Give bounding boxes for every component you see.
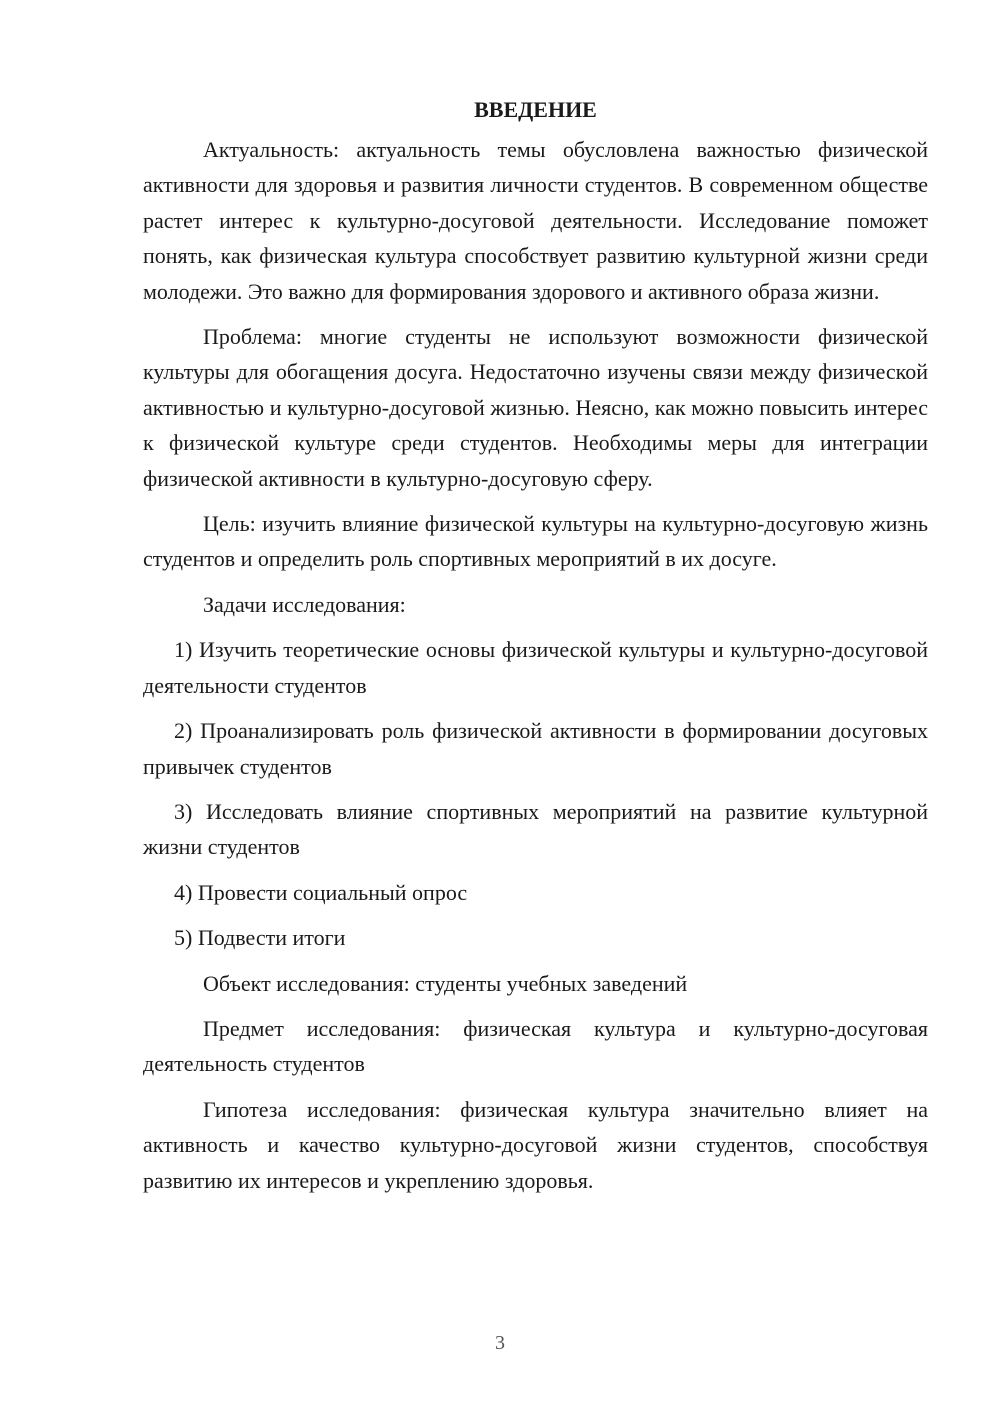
paragraph-tasks-heading: Задачи исследования: [203,591,406,617]
paragraph-object: Объект исследования: студенты учебных заведений [203,970,688,996]
paragraph-relevance: Актуальность: актуальность темы обусловлена важностью физической активности для здоровья и развития личности студентов. В современном обществе растет интерес к культурно-досуговой деятельности. Исследование поможет понять, как физическая культура способствует развитию культурной жизни среди молодежи. Это важно для формирования здорового и активного образа жизни. [143,137,928,304]
paragraph-hypothesis: Гипотеза исследования: физическая культура значительно влияет на активность и качество культурно-досуговой жизни студентов, способствуя развитию их интересов и укреплению здоровья. [143,1096,928,1193]
paragraph-problem: Проблема: многие студенты не используют возможности физической культуры для обогащения досуга. Недостаточно изучены связи между физической активностью и культурно-досуговой жизнью. Неясно, как можно повысить интерес к физической культуре среди студентов. Необходимы меры для интеграции физической активности в культурно-досуговую сферу. [143,324,928,491]
page-number: 3 [495,1332,505,1354]
task-item-4: 4) Провести социальный опрос [174,879,468,905]
task-item-2: 2) Проанализировать роль физической активности в формировании досуговых привычек студентов [143,718,928,779]
page-content [143,92,928,1208]
task-item-3: 3) Исследовать влияние спортивных мероприятий на развитие культурной жизни студентов [143,798,928,860]
paragraph-goal: Цель: изучить влияние физической культуры на культурно-досуговую жизнь студентов и определить роль спортивных мероприятий в их досуге. [143,511,928,572]
task-item-5: 5) Подвести итоги [174,925,346,951]
task-item-1: 1) Изучить теоретические основы физической культуры и культурно-досуговой деятельности студентов [143,637,928,698]
paragraph-subject: Предмет исследования: физическая культура и культурно-досуговая деятельность студентов [143,1015,928,1077]
section-title: ВВЕДЕНИЕ [474,97,597,122]
